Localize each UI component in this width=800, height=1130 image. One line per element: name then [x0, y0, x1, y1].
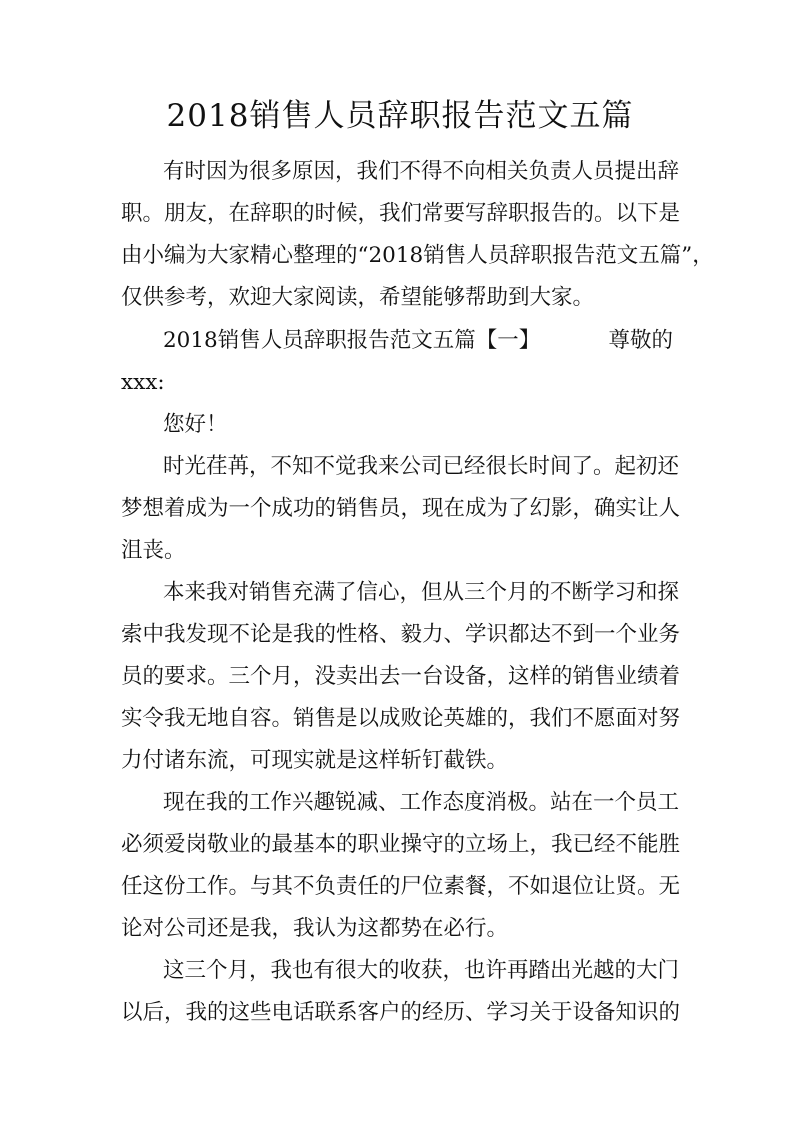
intro-line: 仅供参考，欢迎大家阅读，希望能够帮助到大家。: [121, 285, 595, 310]
paragraph-line: 必须爱岗敬业的最基本的职业操守的立场上，我已经不能胜: [121, 832, 681, 857]
paragraph-line: 任这份工作。与其不负责任的尸位素餐，不如退位让贤。无: [121, 874, 681, 899]
paragraph-line: 梦想着成为一个成功的销售员，现在成为了幻影，确实让人: [121, 496, 681, 521]
paragraph-line: 员的要求。三个月，没卖出去一台设备，这样的销售业绩着: [121, 664, 681, 689]
paragraph-line: 本来我对销售充满了信心，但从三个月的不断学习和探: [163, 580, 680, 605]
paragraph-line: 以后，我的这些电话联系客户的经历、学习关于设备知识的: [121, 1000, 681, 1025]
section-heading-row: [163, 326, 673, 356]
intro-line: 由小编为大家精心整理的“2018销售人员辞职报告范文五篇”，: [121, 243, 714, 268]
salutation-start: 尊敬的: [608, 328, 673, 353]
paragraph-line: 索中我发现不论是我的性格、毅力、学识都达不到一个业务: [121, 622, 681, 647]
document-title: 2018销售人员辞职报告范文五篇: [166, 98, 634, 134]
paragraph-line: 论对公司还是我，我认为这都势在必行。: [121, 916, 509, 941]
paragraph-line: 实令我无地自容。销售是以成败论英雄的，我们不愿面对努: [121, 706, 681, 731]
paragraph-line: 现在我的工作兴趣锐减、工作态度消极。站在一个员工: [163, 790, 680, 815]
section-heading: 2018销售人员辞职报告范文五篇【一】: [163, 328, 541, 353]
paragraph-line: 力付诸东流，可现实就是这样斩钉截铁。: [121, 748, 509, 773]
salutation-recipient: xxx:: [121, 370, 165, 395]
paragraph-line: 沮丧。: [121, 538, 186, 563]
greeting: 您好！: [163, 412, 228, 437]
intro-line: 有时因为很多原因，我们不得不向相关负责人员提出辞: [163, 159, 680, 184]
paragraph-line: 这三个月，我也有很大的收获，也许再踏出光越的大门: [163, 958, 680, 983]
paragraph-line: 时光荏苒，不知不觉我来公司已经很长时间了。起初还: [163, 454, 680, 479]
intro-line: 职。朋友，在辞职的时候，我们常要写辞职报告的。以下是: [121, 201, 681, 226]
